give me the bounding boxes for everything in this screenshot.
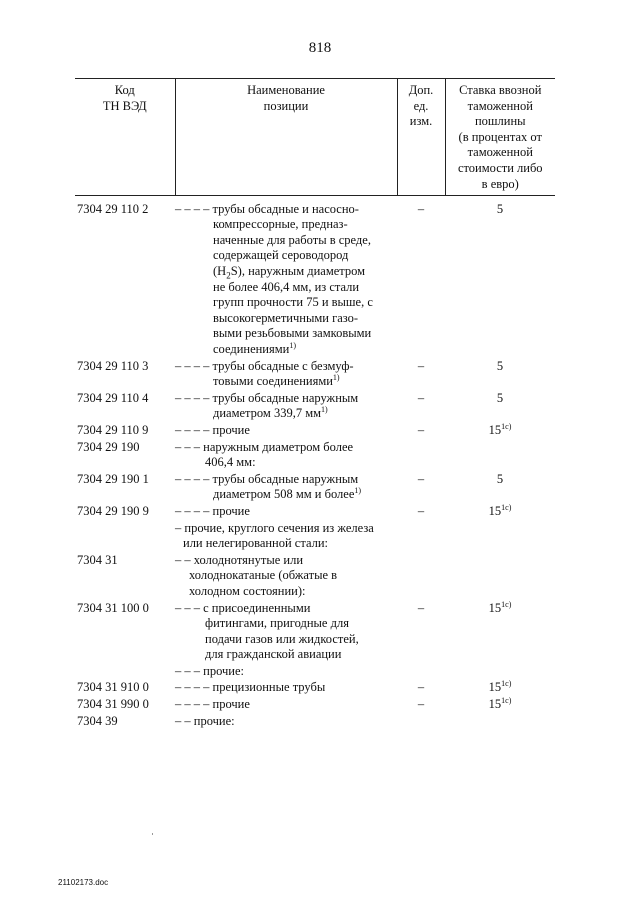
table-row	[75, 359, 555, 391]
table-row	[75, 504, 555, 521]
tariff-table	[75, 78, 555, 730]
document-filename: 21102173.doc	[58, 878, 109, 887]
scan-speck	[152, 833, 153, 835]
table-header-row	[75, 79, 555, 196]
table-row	[75, 697, 555, 714]
table-row	[75, 601, 555, 664]
row-code: 7304 29 190	[77, 439, 140, 454]
row-code: 7304 31 990 0	[77, 697, 149, 712]
header-rate: Ставка ввозной таможенной пошлины (в процентах от таможенной стоимости либо в евро)	[445, 79, 555, 196]
row-name: – – – – трубы обсадные с безмуф- товыми соединениями$^{1)}$	[175, 358, 354, 389]
row-unit: –	[417, 600, 425, 615]
row-rate: 5	[496, 471, 504, 486]
row-name: – – – – трубы обсадные и насосно- компрессорные, предназ- наченные для работы в среде, содержащей сероводород $(H_2S)$, наружным диаметром не более 406,4 мм, из стали групп прочности 75 и выше, с высокогерметичными газо- выми резьбовыми замковыми соединениями$^{1)}$	[175, 201, 373, 356]
row-rate: $15^{1с)}$	[488, 421, 512, 437]
row-rate: 5	[496, 201, 504, 216]
header-code: Код ТН ВЭД	[75, 79, 175, 196]
row-code: 7304 31 100 0	[77, 600, 149, 615]
table-row	[75, 521, 555, 553]
row-name: – – – прочие:	[175, 663, 244, 678]
row-rate: $15^{1с)}$	[488, 679, 512, 695]
row-rate: 5	[496, 390, 504, 405]
table-row	[75, 553, 555, 601]
row-code: 7304 29 190 1	[77, 471, 149, 486]
header-name: Наименование позиции	[175, 79, 397, 196]
row-unit: –	[417, 697, 425, 712]
row-name: – – – наружным диаметром более 406,4 мм:	[175, 439, 354, 470]
table-row	[75, 391, 555, 423]
row-code	[75, 521, 175, 553]
row-name: – – прочие:	[175, 713, 235, 728]
row-code: 7304 31	[77, 552, 118, 567]
row-code: 7304 31 910 0	[77, 680, 149, 695]
row-name: – – – – прочие	[175, 422, 250, 437]
table-row	[75, 202, 555, 359]
header-unit: Доп. ед. изм.	[397, 79, 445, 196]
row-code	[75, 664, 175, 681]
table-row	[75, 664, 555, 681]
row-name: – – – – прочие	[175, 503, 250, 518]
table-row	[75, 440, 555, 472]
row-name: – – – с присоединенными фитингами, пригодные для подачи газов или жидкостей, для гражданской авиации	[175, 600, 359, 662]
row-unit: –	[417, 390, 425, 405]
page-number: 818	[308, 40, 332, 56]
row-unit: –	[417, 680, 425, 695]
row-code: 7304 29 110 2	[77, 201, 149, 216]
row-rate: $15^{1с)}$	[488, 696, 512, 712]
row-unit: –	[417, 422, 425, 437]
row-code: 7304 39	[77, 713, 118, 728]
row-unit: –	[417, 201, 425, 216]
row-code: 7304 29 110 3	[77, 358, 149, 373]
row-code: 7304 29 110 9	[77, 422, 149, 437]
row-unit: –	[417, 471, 425, 486]
row-rate: 5	[496, 358, 504, 373]
row-name: – – – – трубы обсадные наружным диаметром 339,7 $мм^{1)}$	[175, 390, 359, 421]
row-unit: –	[417, 358, 425, 373]
row-name: – – холоднотянутые или холоднокатаные (обжатые в холодном состоянии):	[175, 552, 338, 598]
table-row	[75, 680, 555, 697]
row-unit: –	[417, 503, 425, 518]
table-row	[75, 423, 555, 440]
row-rate: $15^{1с)}$	[488, 502, 512, 518]
row-name: – – – – прецизионные трубы	[175, 680, 326, 695]
table-row	[75, 714, 555, 731]
row-rate: $15^{1с)}$	[488, 599, 512, 615]
row-name: – – – – прочие	[175, 697, 250, 712]
row-name: – прочие, круглого сечения из железа или нелегированной стали:	[175, 520, 374, 551]
row-name: – – – – трубы обсадные наружным диаметром 508 мм и более$^{1)}$	[175, 471, 362, 502]
row-code: 7304 29 190 9	[77, 503, 149, 518]
table-row	[75, 472, 555, 504]
row-code: 7304 29 110 4	[77, 390, 149, 405]
